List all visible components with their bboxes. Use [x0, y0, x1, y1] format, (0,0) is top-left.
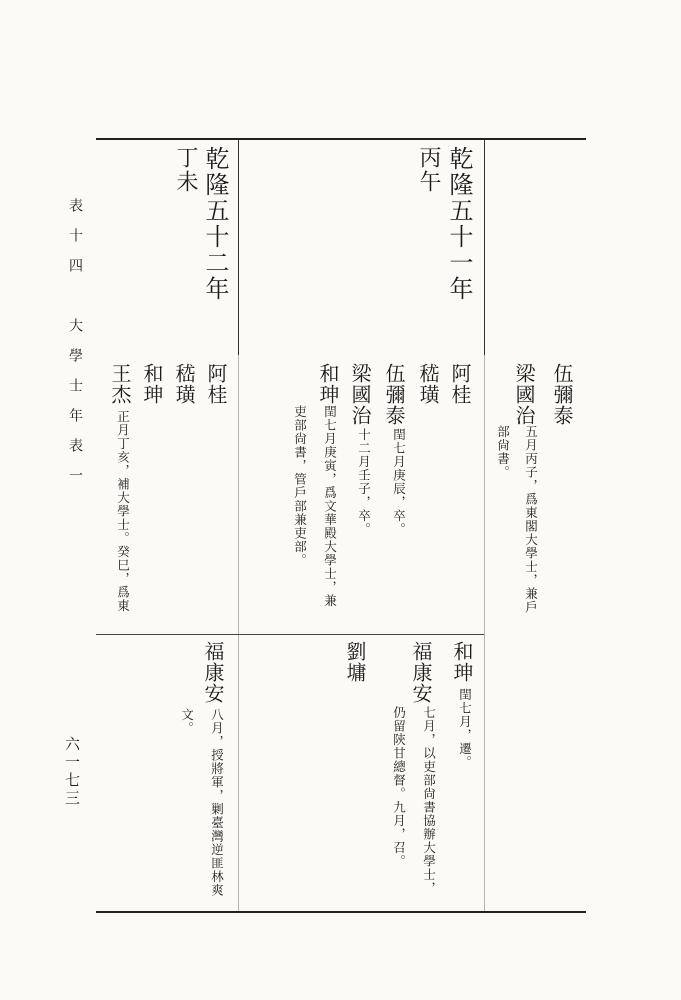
column-divider-1	[238, 355, 239, 911]
entry-note: 閏七月庚辰，卒。	[391, 428, 407, 536]
entry-note: 閏七月，遷。	[457, 688, 473, 769]
entry-note: 八月，授將軍，剿臺灣逆匪林爽	[209, 708, 225, 897]
entry-name: 福康安	[201, 641, 225, 704]
entry-note: 十二月壬子，卒。	[356, 428, 372, 536]
table-top-rule	[96, 138, 586, 140]
page-number: 六一七三	[63, 736, 81, 808]
entry-name: 劉墉	[343, 641, 367, 683]
entry-name: 伍彌泰	[382, 363, 406, 426]
table-bottom-rule	[96, 911, 586, 913]
entry-name: 和珅	[140, 363, 164, 405]
entry-name: 嵇璜	[172, 363, 196, 405]
table-title: 表十四 大學士年表一	[67, 198, 83, 498]
entry-note: 吏部尙書，管戶部兼吏部。	[292, 405, 308, 567]
entry-name: 嵇璜	[416, 363, 440, 405]
entry-name: 阿桂	[204, 363, 228, 405]
entry-note: 閏七月庚寅，爲文華殿大學士，兼	[322, 405, 338, 608]
column-divider-2	[484, 355, 485, 911]
entry-note: 仍留陝甘總督。九月，召。	[391, 706, 407, 868]
year-51-ganzhi: 丙午	[416, 146, 441, 194]
year-52-ganzhi: 丁未	[173, 146, 198, 194]
entry-note: 文。	[179, 708, 195, 735]
entry-name: 和珅	[316, 363, 340, 405]
entry-name: 伍彌泰	[550, 363, 574, 426]
entry-name: 王杰	[108, 363, 132, 405]
entry-name: 梁國治	[348, 363, 372, 426]
entry-note: 七月，以吏部尙書協辦大學士，	[421, 706, 437, 895]
entry-note: 正月丁亥，補大學士。癸巳，爲東	[115, 410, 131, 613]
entry-name: 福康安	[409, 641, 433, 704]
entry-note: 部尙書。	[495, 425, 511, 479]
entry-name: 梁國治	[512, 363, 536, 426]
year-divider-1	[238, 140, 239, 355]
year-51-reign: 乾隆五十一年	[445, 146, 473, 302]
entry-name: 和珅	[450, 641, 474, 683]
entry-note: 五月丙子，爲東閣大學士，兼戶	[523, 425, 539, 614]
entry-name: 阿桂	[448, 363, 472, 405]
year-52-reign: 乾隆五十二年	[201, 146, 229, 302]
row-divider	[96, 634, 484, 635]
year-divider-2	[484, 140, 485, 355]
